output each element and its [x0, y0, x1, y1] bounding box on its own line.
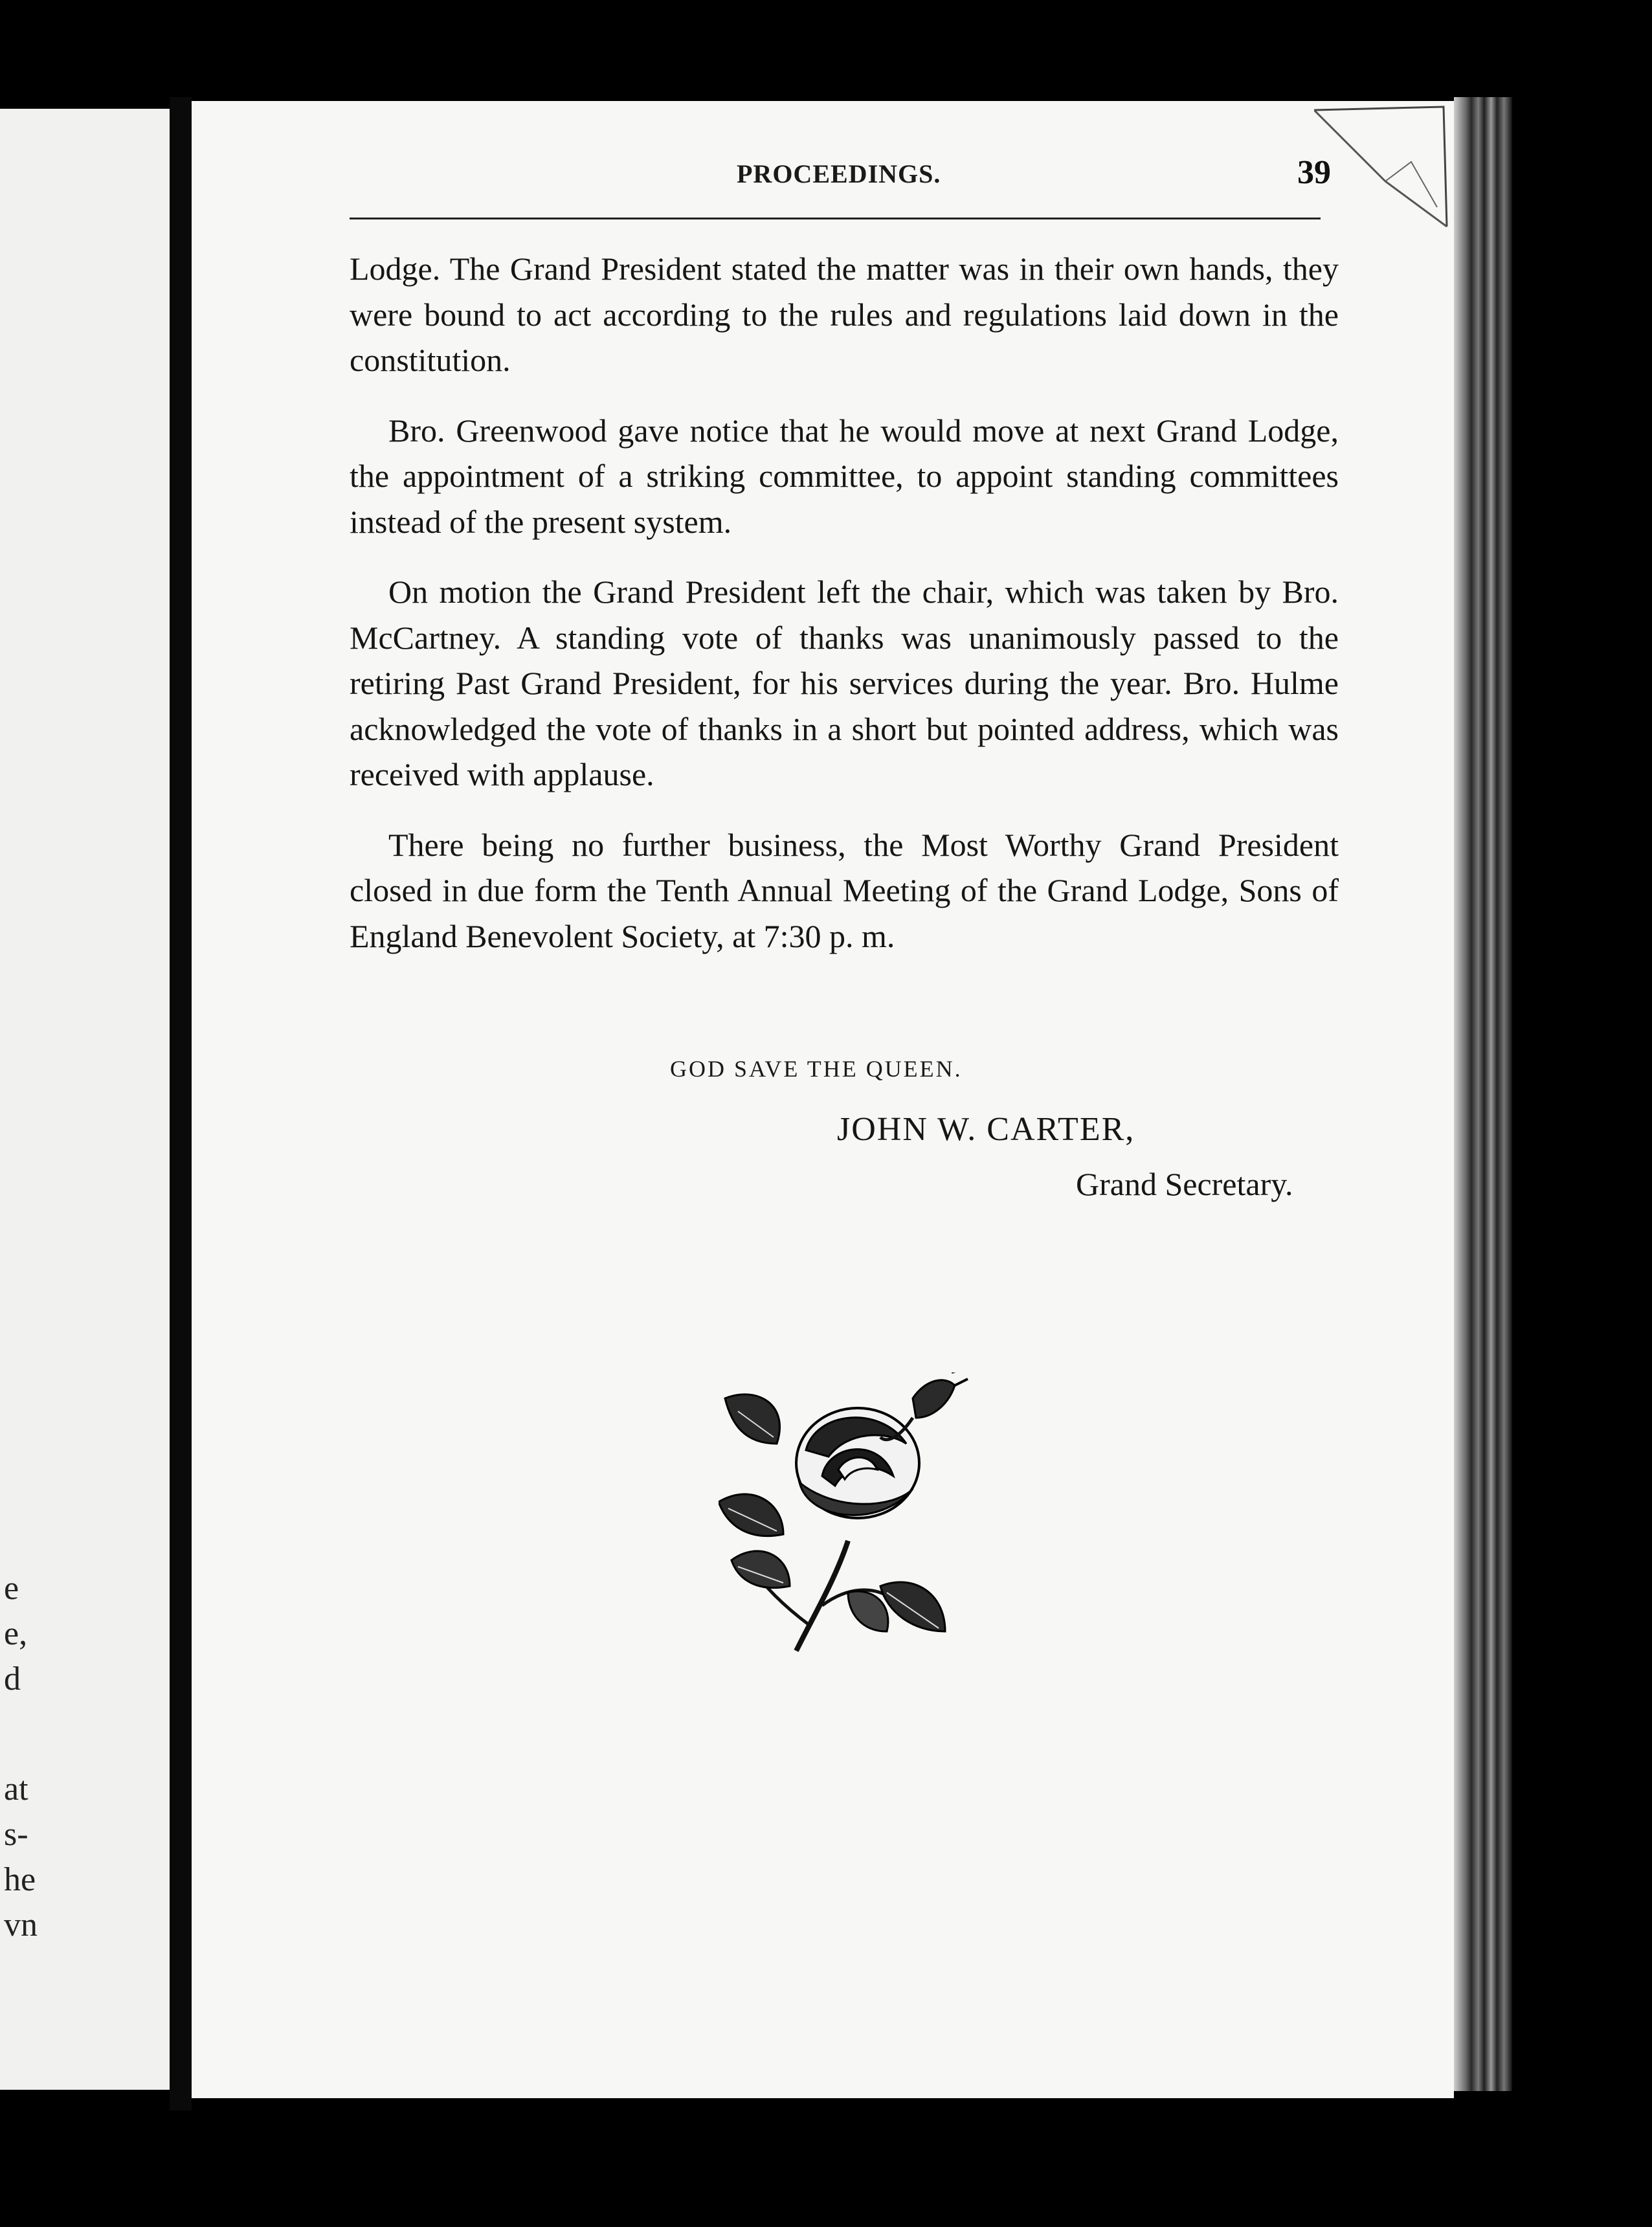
left-page-edge — [0, 109, 170, 2090]
left-page-fragment: he — [4, 1861, 36, 1898]
signer-title: Grand Secretary. — [1076, 1166, 1293, 1202]
closing-salutation: GOD SAVE THE QUEEN. — [670, 1056, 963, 1082]
paragraph: On motion the Grand President left the chair, which was taken by Bro. McCartney. A standing vote of thanks was unanimously passed to the retiring Past Grand President, for his services during the year. Bro. Hulme acknowledged the vote of thanks in a short but pointed address, which was received with applause. — [350, 574, 1339, 792]
left-page-fragment: d — [4, 1661, 21, 1697]
running-title: PROCEEDINGS. — [737, 159, 941, 188]
left-page-fragment: s- — [4, 1816, 28, 1853]
page-number: 39 — [1297, 154, 1331, 191]
book-page-edges — [1454, 97, 1512, 2091]
rose-ornament-icon — [719, 1372, 971, 1657]
left-page-fragment: vn — [4, 1907, 38, 1943]
signer-name: JOHN W. CARTER, — [837, 1111, 1135, 1148]
paragraph: Bro. Greenwood gave notice that he would move at next Grand Lodge, the appointment of a striking committee, to appoint standing committees instead of the present system. — [350, 412, 1339, 540]
book-gutter — [170, 97, 192, 2110]
paragraph: Lodge. The Grand President stated the matter was in their own hands, they were bound to act according to the rules and regulations laid down in the constitution. — [350, 251, 1339, 378]
paragraph: There being no further business, the Most Worthy Grand President closed in due form the Tenth Annual Meeting of the Grand Lodge, Sons of England Benevolent Society, at 7:30 p. m. — [350, 826, 1339, 954]
left-page-fragment: e, — [4, 1615, 28, 1652]
header-rule — [350, 218, 1321, 219]
left-page-fragment: e — [4, 1570, 19, 1607]
body-text — [350, 246, 1339, 983]
left-page-fragment: at — [4, 1771, 28, 1807]
running-header — [0, 154, 1652, 197]
